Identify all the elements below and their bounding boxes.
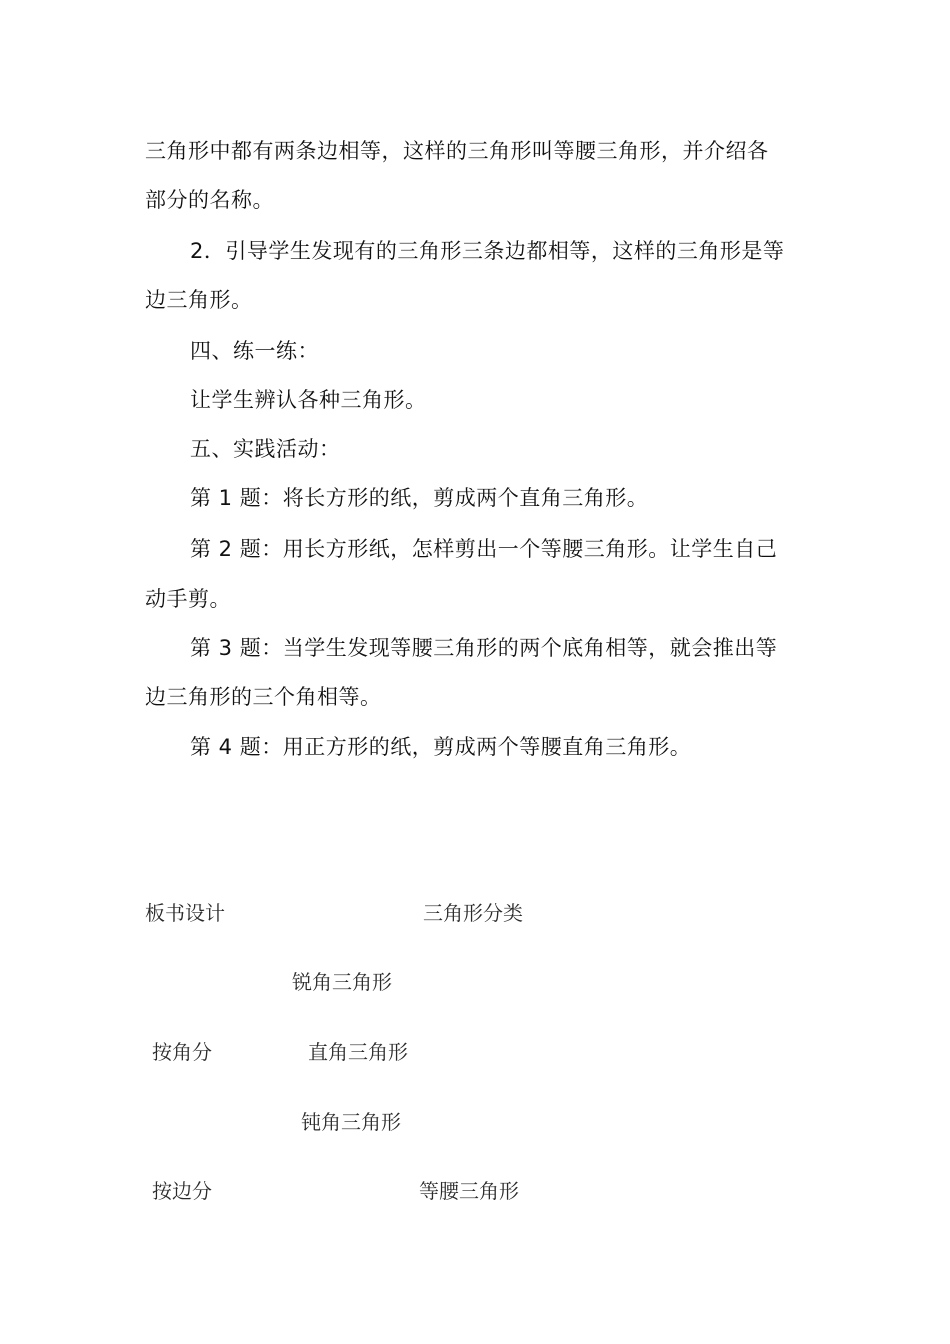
paragraph-line: 部分的名称。: [145, 188, 274, 212]
paragraph-line: 边三角形的三个角相等。: [145, 685, 382, 709]
exercise-item: 第 2 题：用长方形纸，怎样剪出一个等腰三角形。让学生自己: [190, 537, 778, 561]
paragraph-line: 2．引导学生发现有的三角形三条边都相等，这样的三角形是等: [190, 239, 785, 263]
board-obtuse-triangle: 钝角三角形: [301, 1110, 401, 1134]
section-heading: 五、实践活动：: [190, 437, 341, 461]
board-isosceles-triangle: 等腰三角形: [419, 1179, 519, 1203]
board-title: 三角形分类: [423, 901, 523, 925]
board-acute-triangle: 锐角三角形: [292, 970, 392, 994]
exercise-item: 第 1 题：将长方形的纸，剪成两个直角三角形。: [190, 486, 649, 510]
board-design-label: 板书设计: [145, 901, 225, 925]
paragraph-line: 让学生辨认各种三角形。: [190, 388, 427, 412]
exercise-item: 第 3 题：当学生发现等腰三角形的两个底角相等，就会推出等: [190, 636, 778, 660]
board-by-angle: 按角分: [152, 1040, 212, 1064]
exercise-item: 第 4 题：用正方形的纸，剪成两个等腰直角三角形。: [190, 735, 692, 759]
paragraph-line: 边三角形。: [145, 288, 253, 312]
section-heading: 四、练一练：: [190, 339, 319, 363]
paragraph-line: 动手剪。: [145, 587, 231, 611]
board-by-side: 按边分: [152, 1179, 212, 1203]
board-right-triangle: 直角三角形: [308, 1040, 408, 1064]
paragraph-line: 三角形中都有两条边相等，这样的三角形叫等腰三角形，并介绍各: [145, 139, 769, 163]
